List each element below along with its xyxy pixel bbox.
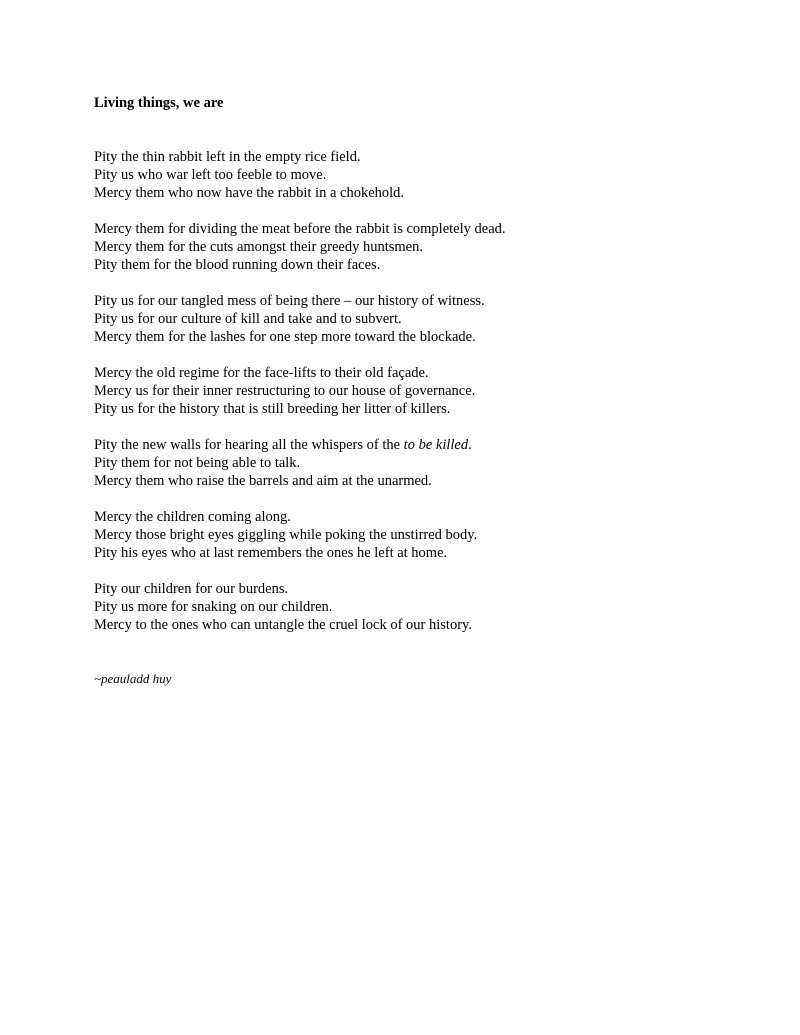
stanza-3 xyxy=(94,292,714,346)
poem-line xyxy=(94,436,714,454)
poem-title: Living things, we are xyxy=(94,95,224,111)
poem-line: Mercy them who now have the rabbit in a chokehold. xyxy=(94,185,405,201)
poem-line: Pity the thin rabbit left in the empty rice field. xyxy=(94,149,361,165)
poem-line: Pity us who war left too feeble to move. xyxy=(94,167,327,183)
poem-line: Mercy them for the lashes for one step more toward the blockade. xyxy=(94,329,476,345)
poem-line: Pity us more for snaking on our children. xyxy=(94,599,333,615)
stanza-7 xyxy=(94,580,714,634)
poem-body xyxy=(94,148,714,634)
poem-line: Mercy those bright eyes giggling while poking the unstirred body. xyxy=(94,527,478,543)
poem-line: Mercy them who raise the barrels and aim at the unarmed. xyxy=(94,473,432,489)
poem-line: Mercy to the ones who can untangle the cruel lock of our history. xyxy=(94,617,472,633)
poem-line: Pity them for not being able to talk. xyxy=(94,455,301,471)
poem-line: Mercy them for dividing the meat before the rabbit is completely dead. xyxy=(94,221,506,237)
line-punctuation: . xyxy=(468,437,472,453)
poem-line: Pity them for the blood running down their faces. xyxy=(94,257,381,273)
stanza-2 xyxy=(94,220,714,274)
poem-line: Mercy the old regime for the face-lifts to their old façade. xyxy=(94,365,429,381)
stanza-4 xyxy=(94,364,714,418)
poem-line: Mercy us for their inner restructuring to our house of governance. xyxy=(94,383,476,399)
poem-line: Pity us for our tangled mess of being there – our history of witness. xyxy=(94,293,485,309)
poem-line-text: Pity the new walls for hearing all the whispers of the xyxy=(94,437,404,453)
italic-phrase: to be killed xyxy=(403,437,469,453)
stanza-6 xyxy=(94,508,714,562)
poem-line: Mercy the children coming along. xyxy=(94,509,291,525)
poem-line: Mercy them for the cuts amongst their greedy huntsmen. xyxy=(94,239,423,255)
poem-line: Pity our children for our burdens. xyxy=(94,581,289,597)
poem-line: Pity us for our culture of kill and take and to subvert. xyxy=(94,311,402,327)
stanza-1 xyxy=(94,148,714,202)
document-page xyxy=(94,94,714,688)
author-signature: ~peauladd huy xyxy=(94,671,172,686)
stanza-5 xyxy=(94,436,714,490)
poem-line: Pity his eyes who at last remembers the ones he left at home. xyxy=(94,545,448,561)
poem-line: Pity us for the history that is still breeding her litter of killers. xyxy=(94,401,451,417)
